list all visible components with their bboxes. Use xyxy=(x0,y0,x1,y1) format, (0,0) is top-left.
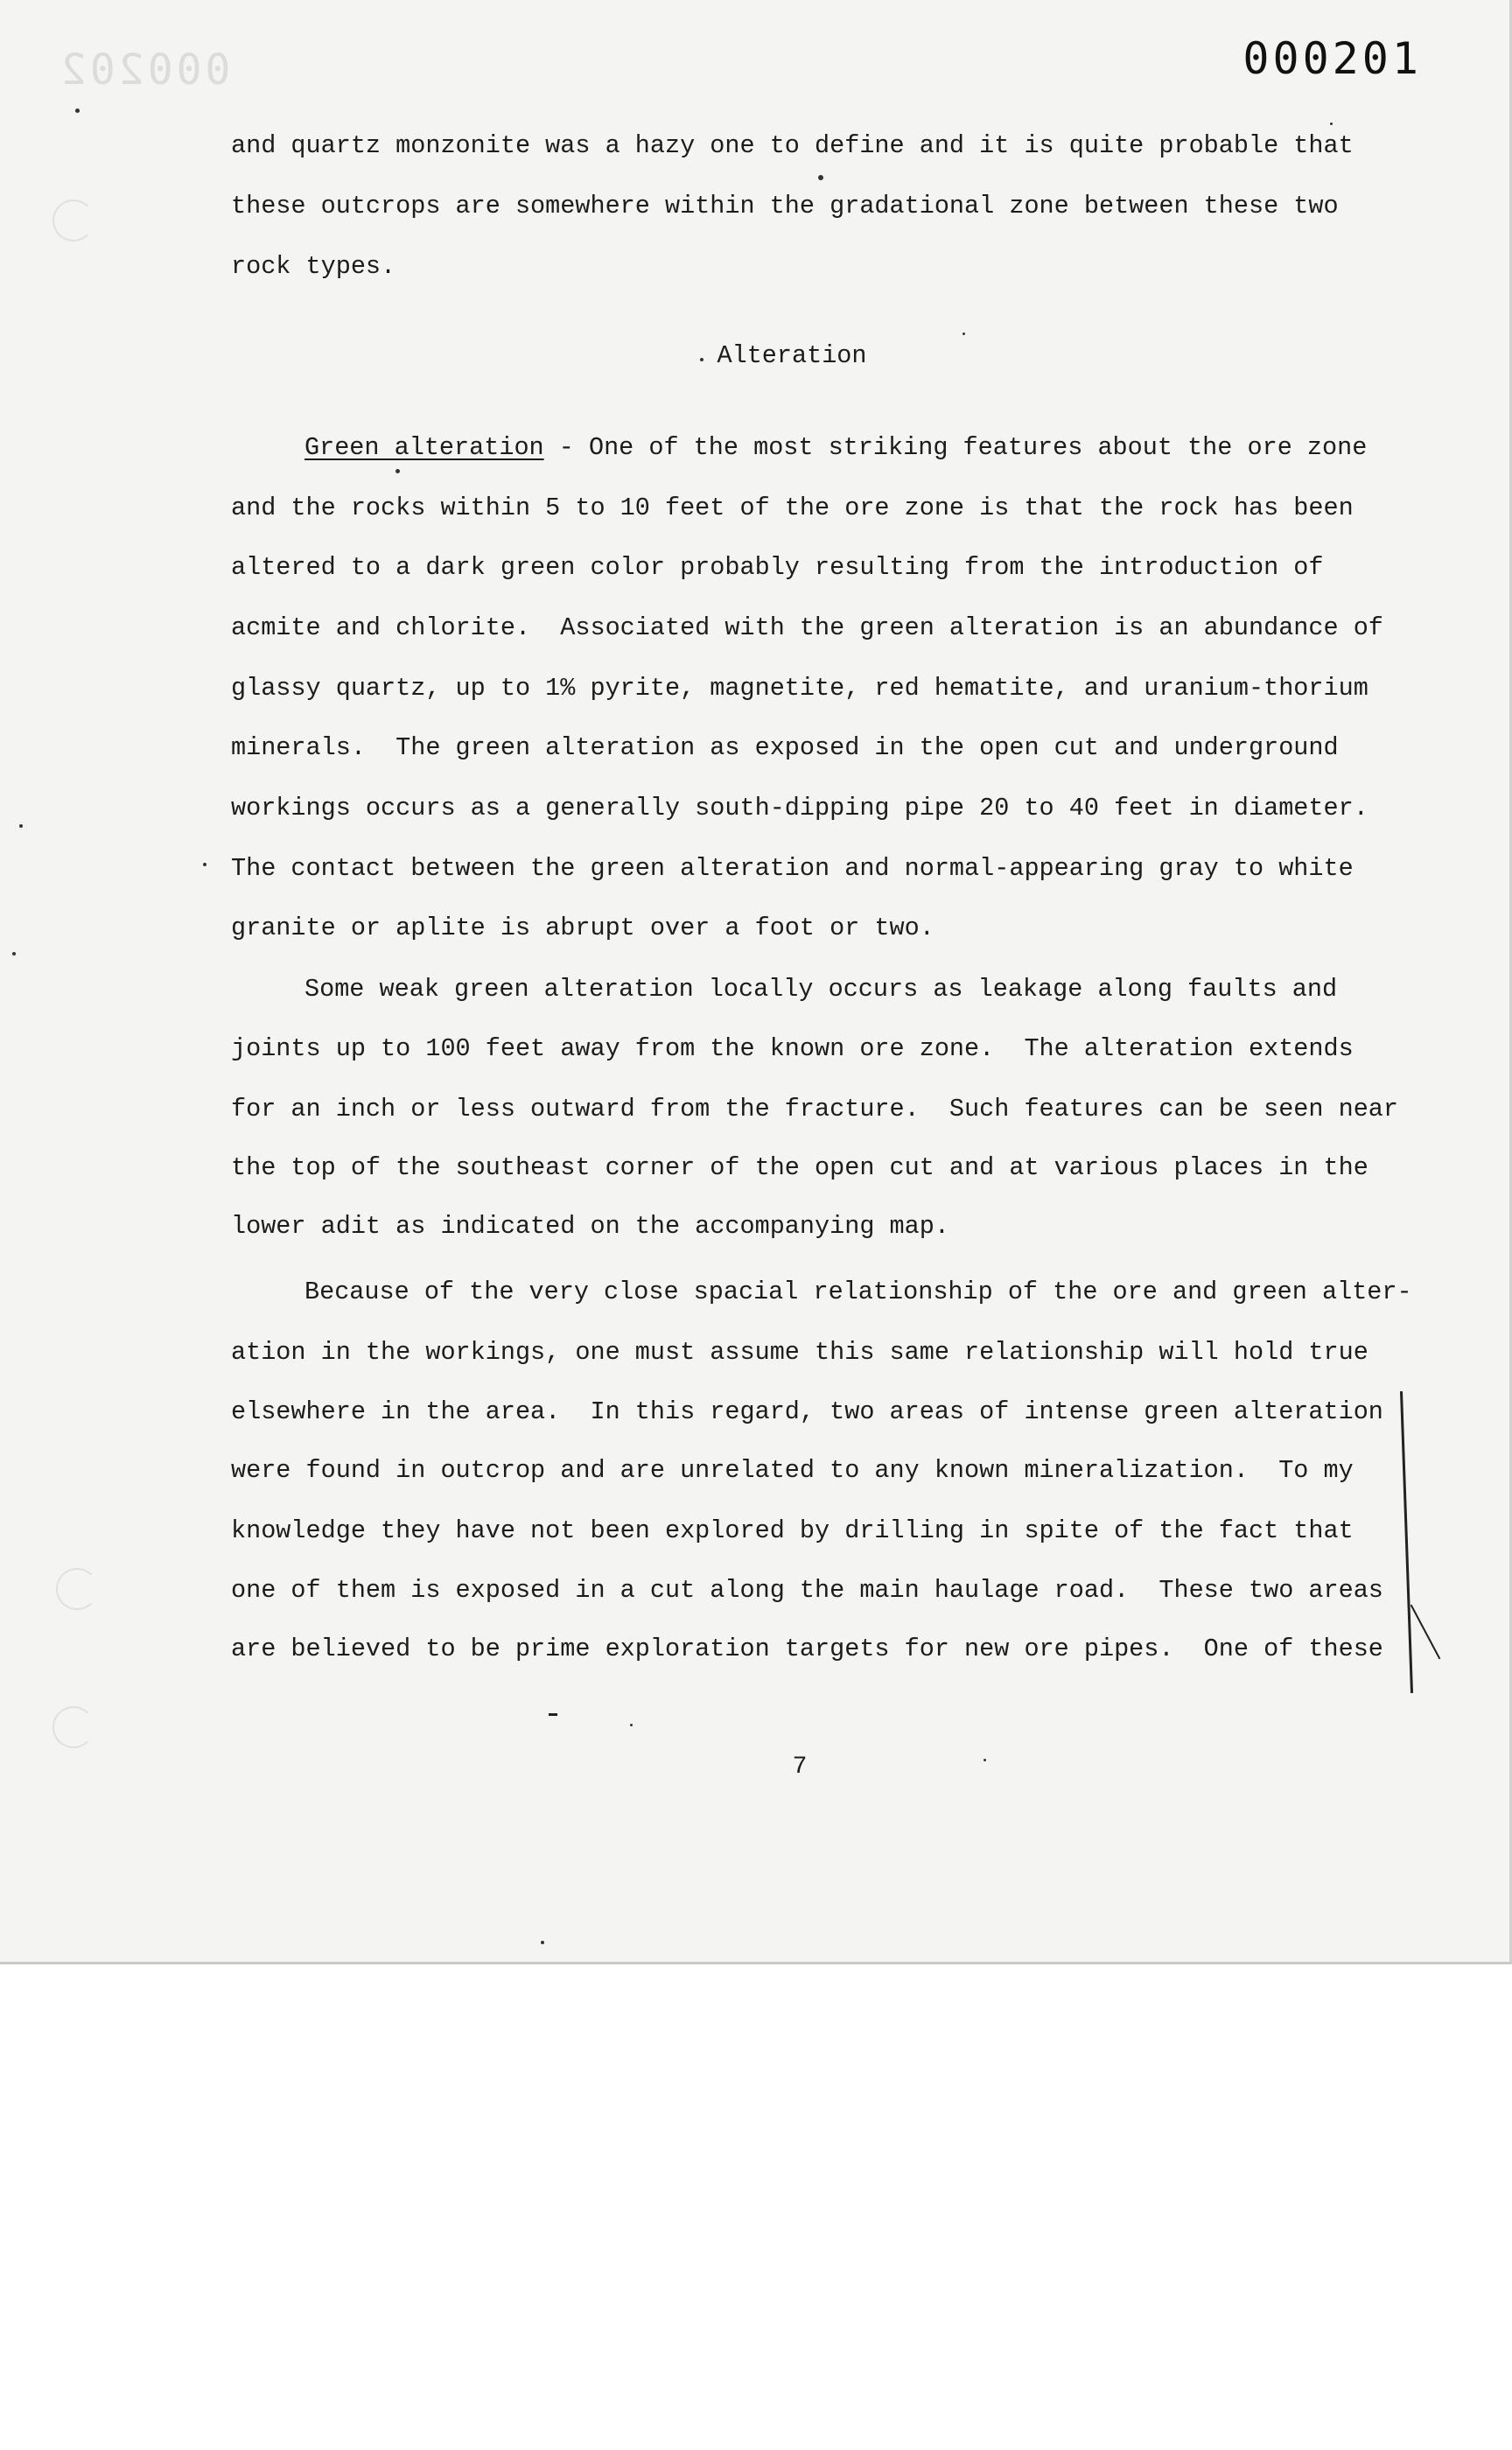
speck xyxy=(962,332,965,335)
bleed-through-number: 000202 xyxy=(58,46,231,94)
bates-stamp-number: 000201 xyxy=(1242,33,1422,84)
para4-line-6: one of them is exposed in a cut along the main haulage road. These two areas xyxy=(231,1576,1383,1605)
para2-line-6: minerals. The green alteration as exposed in the open cut and underground xyxy=(231,733,1339,762)
para2-line-5: glassy quartz, up to 1% pyrite, magnetite, red hematite, and uranium-thorium xyxy=(231,674,1368,703)
para4-line-1: Because of the very close spacial relationship of the ore and green alter- xyxy=(304,1278,1412,1306)
speck xyxy=(700,358,704,361)
para3-line-5: lower adit as indicated on the accompanying map. xyxy=(231,1212,949,1241)
para2-line-7: workings occurs as a generally south-dipping pipe 20 to 40 feet in diameter. xyxy=(231,794,1368,822)
speck xyxy=(203,863,206,866)
speck xyxy=(396,469,400,473)
speck xyxy=(541,1941,544,1944)
para1-line-2: these outcrops are somewhere within the gradational zone between these two xyxy=(231,192,1339,220)
page-number: 7 xyxy=(792,1754,808,1781)
para2-line-3: altered to a dark green color probably resulting from the introduction of xyxy=(231,553,1324,582)
para3-line-1: Some weak green alteration locally occurs as leakage along faults and xyxy=(304,975,1338,1004)
section-heading: Alteration xyxy=(717,341,867,370)
para2-line-2: and the rocks within 5 to 10 feet of the ore zone is that the rock has been xyxy=(231,494,1354,522)
para2-line-1 xyxy=(304,433,1367,462)
speck xyxy=(1330,122,1333,125)
para4-line-3: elsewhere in the area. In this regard, two areas of intense green alteration xyxy=(231,1397,1383,1426)
para4-line-5: knowledge they have not been explored by drilling in spite of the fact that xyxy=(231,1516,1354,1545)
para2-line-4: acmite and chlorite. Associated with the green alteration is an abundance of xyxy=(231,613,1383,642)
speck xyxy=(12,952,16,956)
margin-pencil-line xyxy=(1400,1391,1413,1693)
stray-mark xyxy=(549,1713,557,1716)
para3-line-2: joints up to 100 feet away from the known ore zone. The alteration extends xyxy=(231,1034,1354,1063)
para4-line-2: ation in the workings, one must assume this same relationship will hold true xyxy=(231,1338,1368,1367)
punch-hole-mark xyxy=(56,1568,98,1610)
para3-line-3: for an inch or less outward from the fracture. Such features can be seen near xyxy=(231,1095,1399,1124)
para4-line-4: were found in outcrop and are unrelated to any known mineralization. To my xyxy=(231,1456,1354,1485)
para1-line-3: rock types. xyxy=(231,252,396,281)
margin-pencil-line xyxy=(1410,1605,1441,1660)
para2-line-9: granite or aplite is abrupt over a foot or two. xyxy=(231,914,934,942)
para3-line-4: the top of the southeast corner of the open cut and at various places in the xyxy=(231,1153,1368,1182)
para2-line-8: The contact between the green alteration and normal-appearing gray to white xyxy=(231,854,1354,883)
term-green-alteration: Green alteration xyxy=(304,433,544,462)
speck xyxy=(818,175,823,180)
punch-hole-mark xyxy=(52,1706,94,1748)
para4-line-7: are believed to be prime exploration targets for new ore pipes. One of these xyxy=(231,1634,1383,1663)
speck xyxy=(984,1759,986,1761)
punch-hole-mark xyxy=(52,200,94,242)
para1-line-1: and quartz monzonite was a hazy one to define and it is quite probable that xyxy=(231,131,1354,160)
speck xyxy=(630,1724,633,1726)
speck xyxy=(19,824,23,828)
speck xyxy=(75,108,80,113)
para2-line-1-text: - One of the most striking features about the ore zone xyxy=(543,433,1368,462)
